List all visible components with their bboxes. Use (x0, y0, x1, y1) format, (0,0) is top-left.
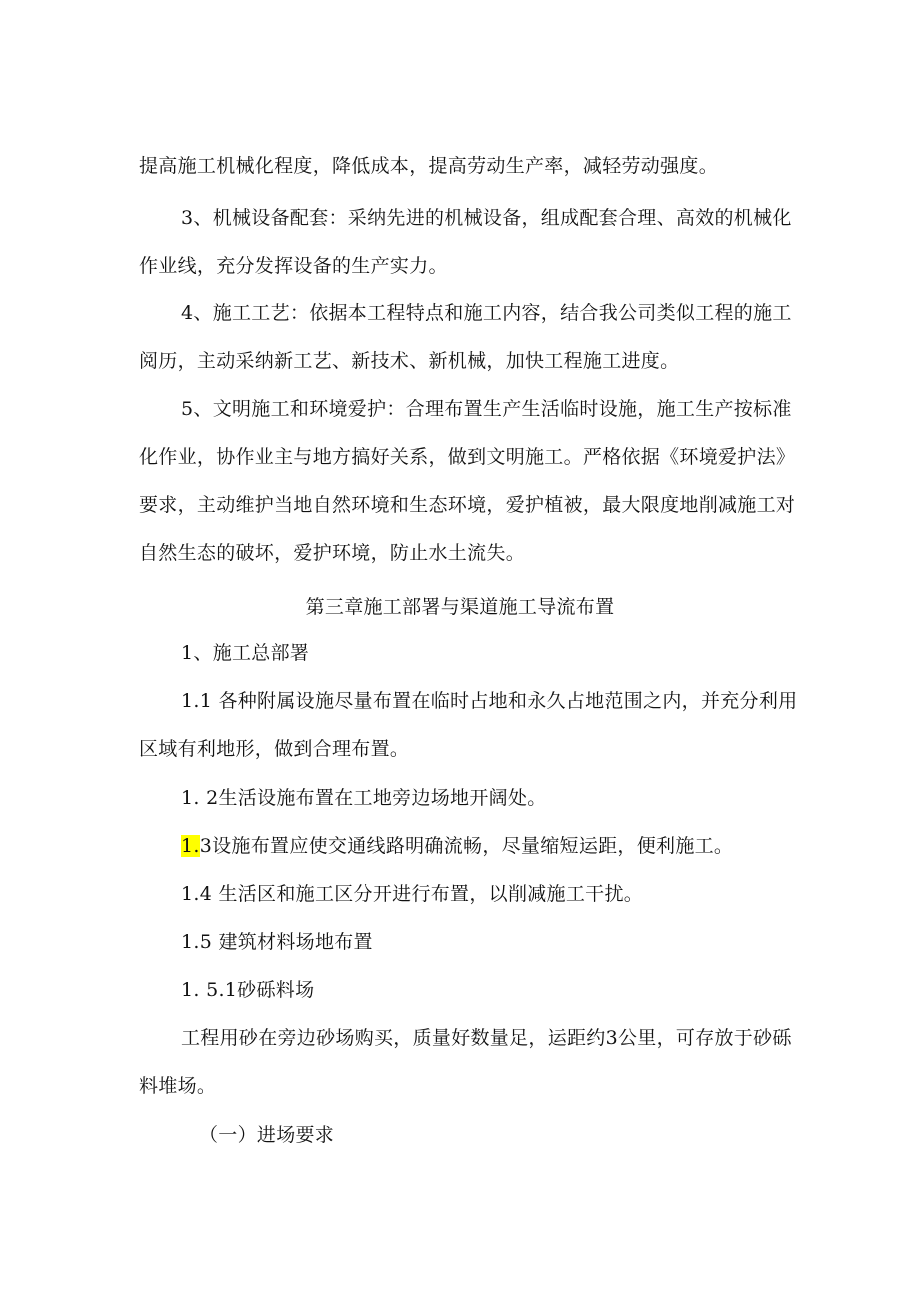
text-line: 工程用砂在旁边砂场购买，质量好数量足，运距约3公里，可存放于砂砾 (181, 1027, 792, 1049)
text-line: 作业线，充分发挥设备的生产实力。 (139, 255, 448, 277)
text-line-highlighted (181, 833, 733, 859)
text-line: 阅历，主动采纳新工艺、新技术、新机械，加快工程施工进度。 (139, 350, 680, 372)
highlight-mark: 1. (181, 835, 200, 857)
text-line: 1.1 各种附属设施尽量布置在临时占地和永久占地范围之内，并充分利用 (181, 690, 798, 712)
text-line: 4、施工工艺：依据本工程特点和施工内容，结合我公司类似工程的施工 (181, 302, 792, 324)
text-line: 自然生态的破坏，爱护环境，防止水土流失。 (139, 542, 526, 564)
text-line: 区域有利地形，做到合理布置。 (139, 738, 410, 760)
text-line: 5、文明施工和环境爱护：合理布置生产生活临时设施，施工生产按标准 (181, 398, 792, 420)
text-line: 3、机械设备配套：采纳先进的机械设备，组成配套合理、高效的机械化 (181, 207, 792, 229)
text-fragment: 3设施布置应使交通线路明确流畅，尽量缩短运距，便利施工。 (199, 835, 734, 857)
text-line: 1.5 建筑材料场地布置 (181, 931, 373, 953)
section-heading: 1、施工总部署 (181, 642, 310, 664)
subsection-heading: （一）进场要求 (199, 1124, 335, 1146)
chapter-heading: 第三章施工部署与渠道施工导流布置 (305, 596, 615, 618)
text-line: 提高施工机械化程度，降低成本，提高劳动生产率，减轻劳动强度。 (139, 155, 719, 177)
text-line: 1. 5.1砂砾料场 (181, 979, 315, 1001)
text-line: 1.4 生活区和施工区分开进行布置，以削减施工干扰。 (181, 883, 644, 905)
text-line: 1. 2生活设施布置在工地旁边场地开阔处。 (181, 787, 547, 809)
text-line: 要求，主动维护当地自然环境和生态环境，爱护植被，最大限度地削减施工对 (139, 494, 796, 516)
text-line: 化作业，协作业主与地方搞好关系，做到文明施工。严格依据《环境爱护法》 (139, 446, 796, 468)
text-line: 料堆场。 (139, 1075, 217, 1097)
